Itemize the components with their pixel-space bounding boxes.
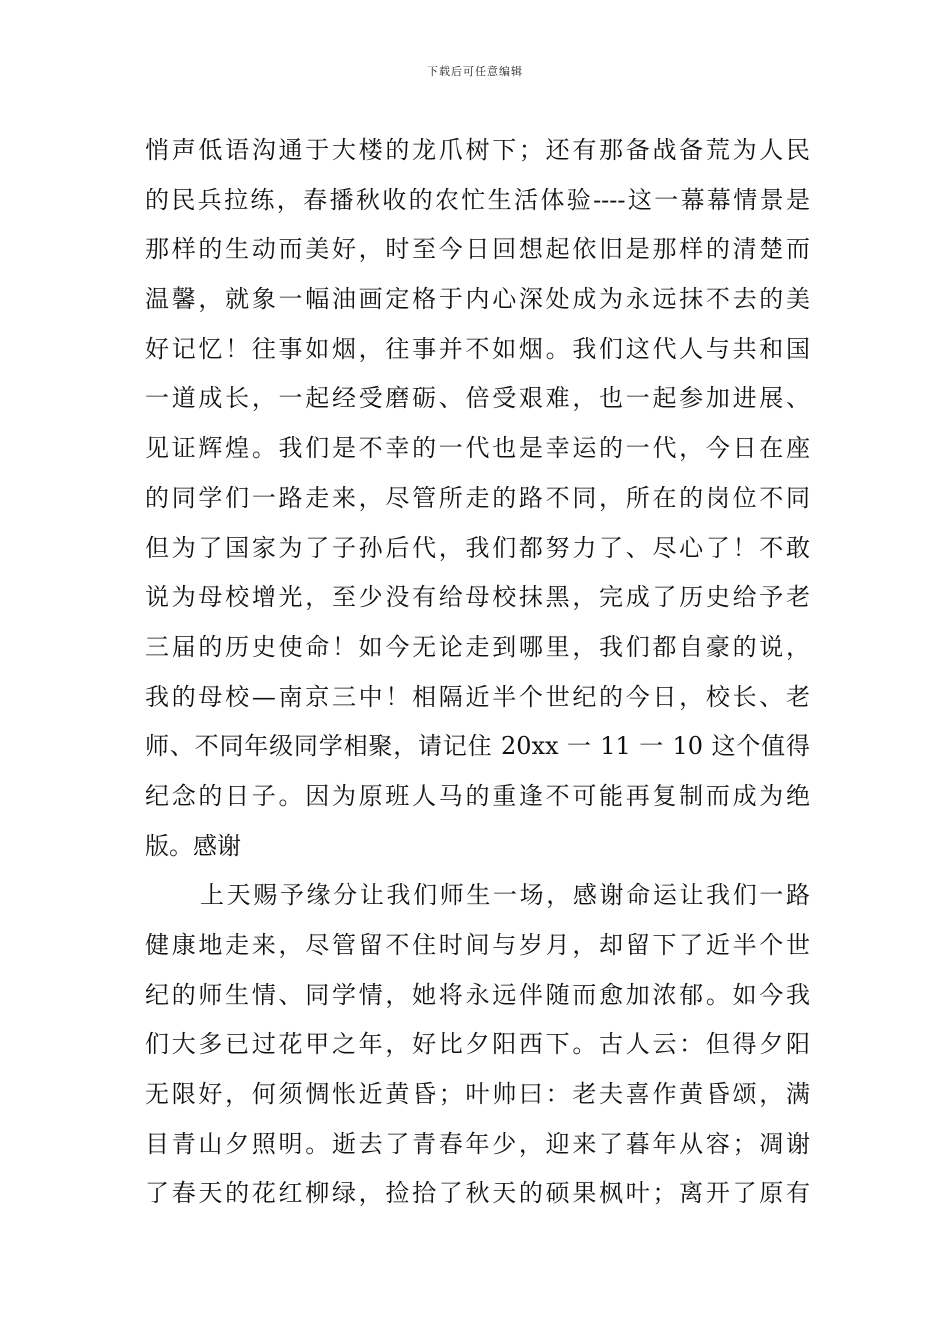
text-line: 们大多已过花甲之年，好比夕阳西下。古人云：但得夕阳 (145, 1030, 810, 1059)
text-line: 版。感谢 (145, 831, 241, 860)
text-line: 三届的历史使命！如今无论走到哪里，我们都自豪的说， (145, 632, 810, 661)
text-line: 了春天的花红柳绿，捡拾了秋天的硕果枫叶；离开了原有 (145, 1179, 810, 1208)
text-line: 健康地走来，尽管留不住时间与岁月，却留下了近半个世 (145, 931, 810, 959)
text-line: 目青山夕照明。逝去了青春年少，迎来了暮年从容；凋谢 (145, 1129, 810, 1158)
text-line: 见证辉煌。我们是不幸的一代也是幸运的一代，今日在座 (145, 434, 810, 463)
text-line: 上天赐予缘分让我们师生一场，感谢命运让我们一路 (200, 881, 810, 910)
paragraph-1 (145, 126, 810, 871)
text-line: 无限好，何须惆怅近黄昏；叶帅曰：老夫喜作黄昏颂，满 (145, 1080, 810, 1109)
text-line: 一道成长，一起经受磨砺、倍受艰难，也一起参加进展、 (145, 384, 810, 413)
text-line: 纪的师生情、同学情，她将永远伴随而愈加浓郁。如今我 (145, 980, 810, 1009)
text-line: 悄声低语沟通于大楼的龙爪树下；还有那备战备荒为人民 (145, 136, 810, 164)
text-line: 但为了国家为了子孙后代，我们都努力了、尽心了！不敢 (145, 533, 810, 562)
text-line: 师、不同年级同学相聚，请记住 20xx 一 11 一 10 这个值得 (145, 732, 810, 761)
text-line: 我的母校—南京三中！相隔近半个世纪的今日，校长、老 (145, 682, 810, 711)
text-line: 的同学们一路走来，尽管所走的路不同，所在的岗位不同 (145, 483, 810, 512)
text-line: 纪念的日子。因为原班人马的重逢不可能再复制而成为绝 (145, 781, 810, 810)
text-line: 那样的生动而美好，时至今日回想起依旧是那样的清楚而 (145, 235, 810, 264)
header-note: 下载后可任意编辑 (427, 65, 523, 78)
paragraph-2 (145, 871, 810, 1219)
body-text (145, 126, 810, 1219)
text-line: 说为母校增光，至少没有给母校抹黑，完成了历史给予老 (145, 583, 810, 612)
text-line: 好记忆！往事如烟，往事并不如烟。我们这代人与共和国 (145, 334, 810, 363)
text-line: 温馨，就象一幅油画定格于内心深处成为永远抹不去的美 (145, 285, 810, 314)
text-line: 的民兵拉练，春播秋收的农忙生活体验----这一幕幕情景是 (145, 185, 810, 214)
